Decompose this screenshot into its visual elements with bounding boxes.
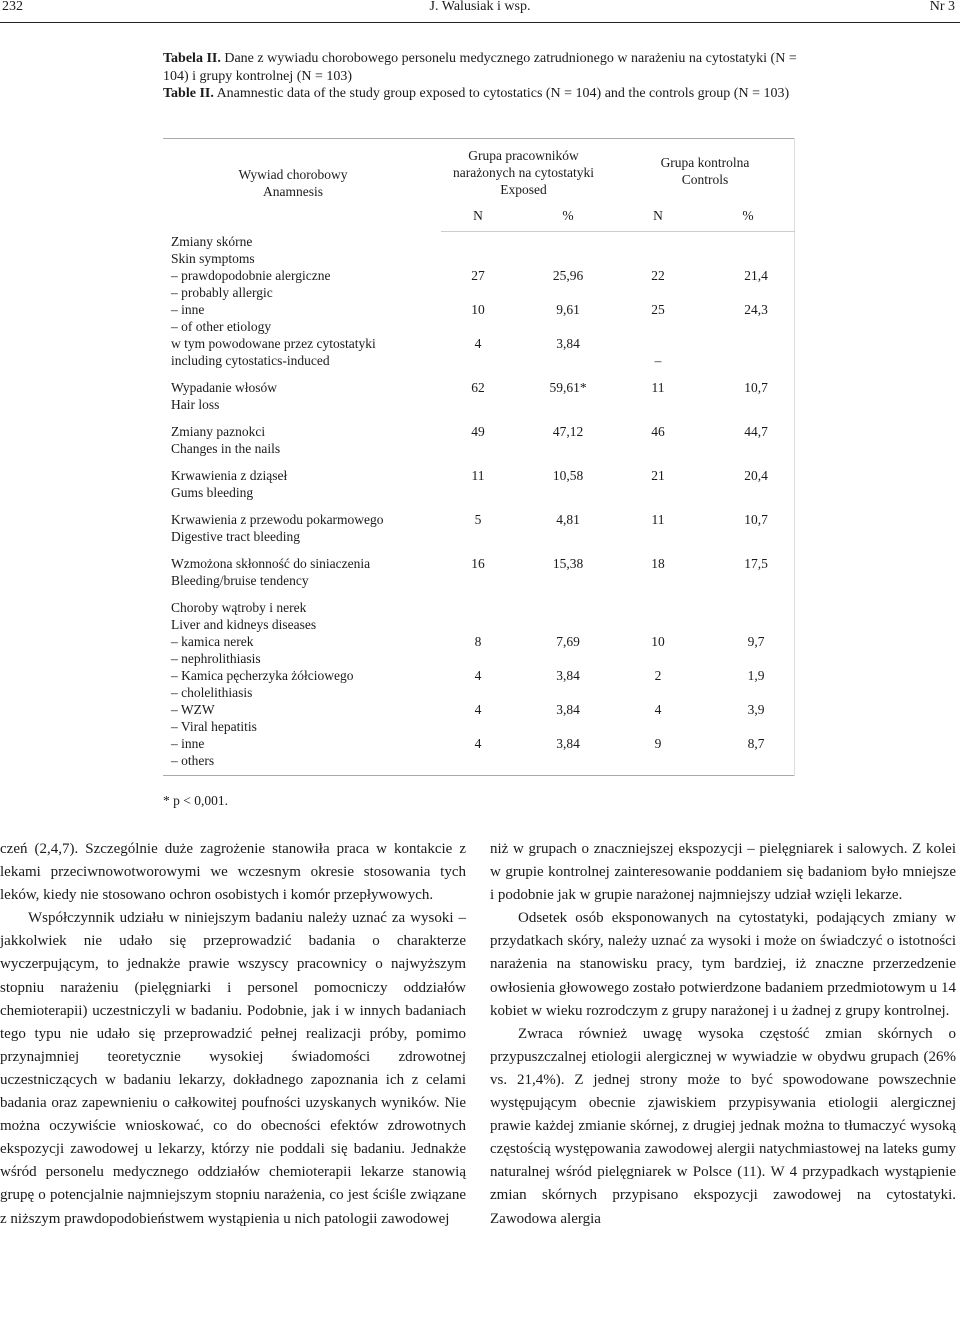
subheader-controls-n: N	[653, 208, 663, 223]
table-cell-n1: 4	[474, 702, 482, 717]
table-cell-p2: 17,5	[744, 556, 768, 571]
header-anamnesis-en: Anamnesis	[263, 184, 323, 200]
table-cell-p1: 3,84	[556, 736, 580, 751]
table-cell-n2: 11	[651, 380, 665, 395]
page-number: 232	[2, 0, 23, 14]
caption-english	[163, 85, 803, 103]
header-rule	[0, 22, 960, 23]
table-cell-p1: 3,84	[556, 668, 580, 683]
table-footnote: * p < 0,001.	[163, 793, 228, 808]
body-paragraph: niż w grupach o znaczniejszej ekspozycji – pielęgniarek i salowych. Z kolei w grupie kontrolnej zainteresowanie poddaniem się badaniom było mniejsze i podobnie jak w grupie narażonej najmniejszy udział wzięli lekarze.	[490, 841, 956, 904]
table-cell-n1: 62	[471, 380, 485, 395]
header-controls	[635, 154, 775, 188]
issue-number: Nr 3	[929, 0, 955, 14]
table-cell-p2: 3,9	[747, 702, 765, 717]
table-cell-n1: 10	[471, 302, 485, 317]
table-top-rule	[163, 138, 795, 139]
header-controls-pl: Grupa kontrolna	[660, 155, 750, 170]
table-row-label: – nephrolithiasis	[171, 651, 261, 666]
table-row-label: – kamica nerek	[171, 634, 254, 649]
table-cell-p2: 20,4	[744, 468, 768, 483]
table-cell-p1: 3,84	[556, 702, 580, 717]
caption-pl-text: Dane z wywiadu chorobowego personelu medycznego zatrudnionego w narażeniu na cytostatyki (N = 104) i grupy kontrolnej (N = 103)	[163, 51, 797, 84]
table-cell-p2: 1,9	[747, 668, 765, 683]
body-paragraph: Zwraca również uwagę wysoka częstość zmian skórnych o przypuszczalnej etiologii alergicznej w wywiadzie w obydwu grupach (26% vs. 21,4%). Z jednej strony może to być spowodowane powszechnie występującym obecnie zjawiskiem przypisywania etiologii alergicznej prawie każdej zmianie skórnej, z drugiej jednak można to tłumaczyć wysoką częstością występowania zawodowej alergii natychmiastowej na lateks gumy naturalnej wśród pielęgniarek w Polsce (11). W 4 przypadkach wystąpienie zmian skórnych przypisano ekspozycji zawodowej na cytostatyki. Zawodowa alergia	[490, 1025, 956, 1227]
table-cell-n2: 22	[651, 268, 665, 283]
table-cell-n1: 11	[471, 468, 485, 483]
table-cell-p1: 47,12	[552, 424, 584, 439]
subheader-exposed-n: N	[473, 208, 483, 223]
table-row-label: Bleeding/bruise tendency	[171, 573, 309, 588]
table-cell-p2: 44,7	[744, 424, 768, 439]
caption-pl-label: Tabela II.	[163, 51, 221, 66]
table-row-label: including cytostatics-induced	[171, 353, 330, 368]
caption-polish	[163, 50, 803, 85]
table-cell-n2: 18	[651, 556, 665, 571]
table-bottom-rule	[163, 775, 795, 776]
table-cell-p2: 10,7	[744, 380, 768, 395]
table-row-label: Gums bleeding	[171, 485, 254, 500]
body-column-left	[0, 838, 466, 1231]
header-anamnesis	[213, 166, 373, 200]
anamnesis-table	[163, 138, 795, 776]
table-row-label: – inne	[171, 736, 205, 751]
table-cell-n2: 2	[654, 668, 662, 683]
caption-en-label: Table II.	[163, 86, 214, 101]
table-cell-n1: 27	[471, 268, 485, 283]
table-row-label: Krwawienia z dziąseł	[171, 468, 288, 483]
header-anamnesis-pl: Wywiad chorobowy	[238, 167, 348, 182]
running-title: J. Walusiak i wsp.	[429, 0, 531, 14]
table-row-label: – prawdopodobnie alergiczne	[171, 268, 331, 283]
table-cell-p1: 7,69	[556, 634, 580, 649]
table-row-label: – others	[171, 753, 215, 768]
body-paragraph: Odsetek osób eksponowanych na cytostatyki, podających zmiany w przydatkach skóry, należy uznać za wysoki i może on świadczyć o istotności narażenia na stanowisku pracy, tym bardziej, iż znaczne przerzedzenie owłosienia głowowego zostało potwierdzone badaniem przedmiotowym u 14 kobiet w wieku rozrodczym z grupy narażonej i u żadnej z grupy kontrolnej.	[490, 910, 956, 1019]
table-cell-n2: 25	[651, 302, 665, 317]
table-cell-n2: 46	[651, 424, 665, 439]
table-row-label: – of other etiology	[171, 319, 272, 334]
table-row-label: – Kamica pęcherzyka żółciowego	[171, 668, 354, 683]
table-cell-n1: 4	[474, 668, 482, 683]
table-row-label: w tym powodowane przez cytostatyki	[171, 336, 376, 351]
table-caption	[163, 50, 803, 103]
table-cell-n1: 4	[474, 736, 482, 751]
table-row-label: – probably allergic	[171, 285, 273, 300]
table-cell-n2: –	[654, 353, 662, 368]
table-row-label: – Viral hepatitis	[171, 719, 257, 734]
table-row-label: Digestive tract bleeding	[171, 529, 300, 544]
table-cell-n2: 9	[654, 736, 662, 751]
table-row-label: Liver and kidneys diseases	[171, 617, 317, 632]
header-exposed-line2: narażonych na cytostatyki	[453, 165, 594, 181]
table-cell-p2: 8,7	[747, 736, 765, 751]
caption-en-text: Anamnestic data of the study group exposed to cytostatics (N = 104) and the controls group (N = 103)	[213, 86, 790, 101]
table-cell-n1: 49	[471, 424, 485, 439]
table-cell-p1: 10,58	[552, 468, 584, 483]
table-cell-p1: 4,81	[556, 512, 580, 527]
subheader-exposed-pct: %	[562, 208, 574, 223]
table-cell-n2: 4	[654, 702, 662, 717]
header-controls-en: Controls	[681, 172, 729, 188]
table-cell-p2: 21,4	[744, 268, 768, 283]
table-cell-n2: 10	[651, 634, 665, 649]
table-cell-p1: 25,96	[552, 268, 584, 283]
table-cell-n1: 4	[474, 336, 482, 351]
body-column-right	[490, 838, 956, 1231]
table-cell-n1: 8	[474, 634, 482, 649]
header-exposed-line1: Grupa pracowników	[468, 148, 579, 163]
table-row-label: Changes in the nails	[171, 441, 281, 456]
table-row-label: Zmiany paznokci	[171, 424, 266, 439]
table-row-label: Wzmożona skłonność do siniaczenia	[171, 556, 371, 571]
header-exposed	[431, 147, 616, 199]
table-cell-p1: 15,38	[552, 556, 584, 571]
table-cell-p2: 9,7	[747, 634, 765, 649]
table-row-label: Zmiany skórne	[171, 234, 253, 249]
table-cell-p2: 10,7	[744, 512, 768, 527]
table-right-rule	[794, 138, 795, 776]
table-header-rule	[441, 231, 795, 232]
running-header	[0, 0, 960, 22]
table-cell-p2: 24,3	[744, 302, 768, 317]
body-paragraph: czeń (2,4,7). Szczególnie duże zagrożenie stanowiła praca w kontakcie z lekami przeciwnowotworowymi we wczesnym okresie stosowania tych leków, kiedy nie stosowano ochron osobistych i komór przepływowych.	[0, 841, 466, 904]
body-paragraph: Współczynnik udziału w niniejszym badaniu należy uznać za wysoki – jakkolwiek nie udało się przeprowadzić badania o charakterze wyczerpującym, to jednakże prawie wszyscy pracownicy o najwyższym stopniu narażeniu (pielęgniarki i personel pomocniczy oddziałów chemioterapii) uczestniczyli w badaniu. Podobnie, jak i w innych badaniach tego typu nie udało się przeprowadzić pełnej realizacji próby, pomimo przynajmniej teoretycznie wysokiej świadomości zdrowotnej uczestniczących w badaniu lekarzy, dokładnego zapoznania ich z celami badania oraz zapewnieniu o całkowitej poufności uzyskanych wyników. Nie można oczywiście wnioskować, co do obecności efektów zdrowotnych ekspozycji zawodowej u lekarzy, którzy nie poddali się badaniu. Jednakże wśród personelu medycznego oddziałów chemioterapii lekarze stanowią grupę o potencjalnie najmniejszym stopniu narażenia, co jest ściśle związane z niższym prawdopodobieństwem wystąpienia u nich patologii zawodowej	[0, 910, 466, 1227]
header-exposed-en: Exposed	[500, 182, 547, 198]
table-row-label: Wypadanie włosów	[171, 380, 278, 395]
table-cell-n2: 11	[651, 512, 665, 527]
table-cell-p1: 3,84	[556, 336, 580, 351]
table-row-label: Skin symptoms	[171, 251, 255, 266]
table-row-label: Hair loss	[171, 397, 220, 412]
table-row-label: Krwawienia z przewodu pokarmowego	[171, 512, 384, 527]
table-cell-n1: 5	[474, 512, 482, 527]
subheader-controls-pct: %	[742, 208, 754, 223]
table-row-label: – WZW	[171, 702, 215, 717]
table-row-label: Choroby wątroby i nerek	[171, 600, 307, 615]
table-row-label: – inne	[171, 302, 205, 317]
table-cell-p1: 9,61	[556, 302, 580, 317]
table-cell-n1: 16	[471, 556, 485, 571]
table-cell-p1: 59,61*	[549, 380, 587, 395]
table-cell-n2: 21	[651, 468, 665, 483]
table-row-label: – cholelithiasis	[171, 685, 253, 700]
